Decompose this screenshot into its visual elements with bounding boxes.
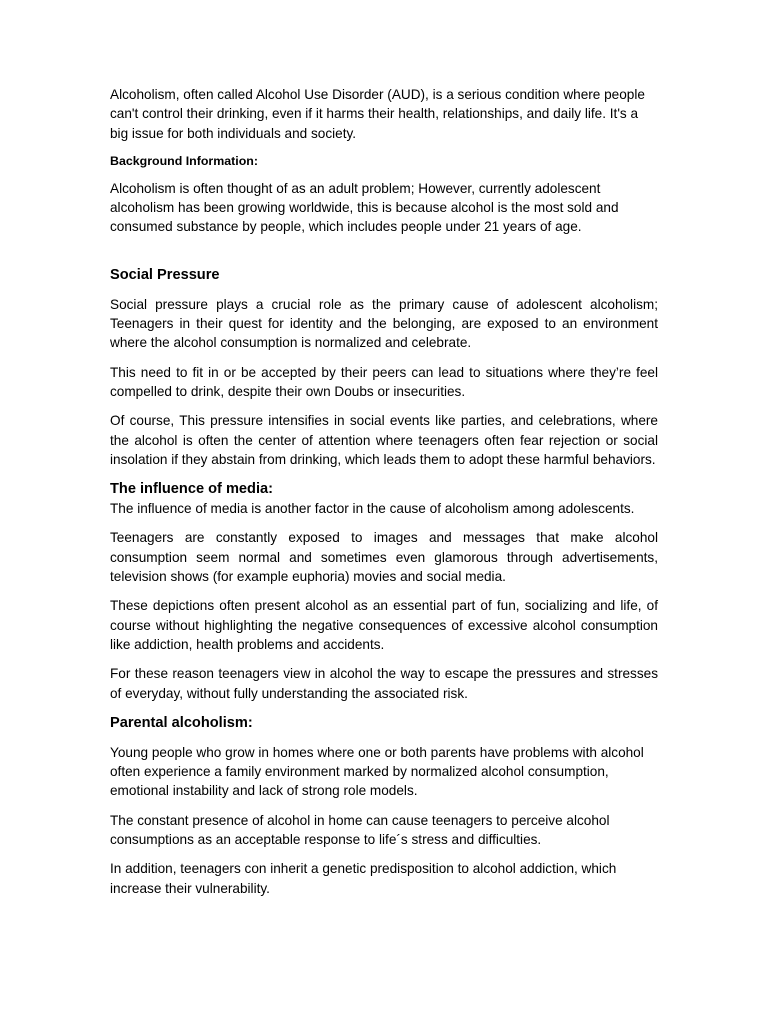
intro-paragraph: Alcoholism, often called Alcohol Use Disorder (AUD), is a serious condition where people can't control their drinking, even if it harms their health, relationships, and daily life. It's a big issue for both individuals and society.	[110, 87, 645, 141]
social-pressure-paragraph: Of course, This pressure intensifies in social events like parties, and celebrations, where the alcohol is often the center of attention where teenagers often fear rejection or social insolation if they abstain from drinking, which leads them to adopt these harmful behaviors.	[110, 413, 658, 467]
social-pressure-paragraph: Social pressure plays a crucial role as the primary cause of adolescent alcoholism; Teenagers in their quest for identity and the belonging, are exposed to an environment where the alcohol consumption is normalized and celebrate.	[110, 296, 658, 351]
media-paragraph: These depictions often present alcohol as an essential part of fun, socializing and life, of course without highlighting the negative consequences of excessive alcohol consumption like addiction, health problems and accidents.	[110, 598, 658, 652]
media-paragraph: The influence of media is another factor in the cause of alcoholism among adolescents.	[110, 501, 635, 517]
parental-paragraph: Young people who grow in homes where one or both parents have problems with alcohol often experience a family environment marked by normalized alcohol consumption, emotional instability and lack of strong role models.	[110, 744, 644, 799]
parental-paragraph: In addition, teenagers con inherit a genetic predisposition to alcohol addiction, which increase their vulnerability.	[110, 861, 617, 896]
media-heading: The influence of media:	[110, 481, 273, 498]
background-heading: Background Information:	[110, 153, 258, 168]
parental-paragraph: The constant presence of alcohol in home can cause teenagers to perceive alcohol consumptions as an acceptable response to life´s stress and difficulties.	[110, 812, 610, 848]
parental-heading: Parental alcoholism:	[110, 714, 253, 731]
media-paragraph: Teenagers are constantly exposed to images and messages that make alcohol consumption seem normal and sometimes even glamorous through advertisements, television shows (for example euphoria) movies and social media.	[110, 530, 658, 585]
social-pressure-heading: Social Pressure	[110, 266, 220, 283]
media-paragraph: For these reason teenagers view in alcohol the way to escape the pressures and stresses of everyday, without fully understanding the associated risk.	[110, 666, 658, 701]
background-paragraph: Alcoholism is often thought of as an adult problem; However, currently adolescent alcoholism has been growing worldwide, this is because alcohol is the most sold and consumed substance by people, which includes people under 21 years of age.	[110, 180, 619, 235]
social-pressure-paragraph: This need to fit in or be accepted by their peers can lead to situations where they’re feel compelled to drink, despite their own Doubs or insecurities.	[110, 364, 658, 399]
